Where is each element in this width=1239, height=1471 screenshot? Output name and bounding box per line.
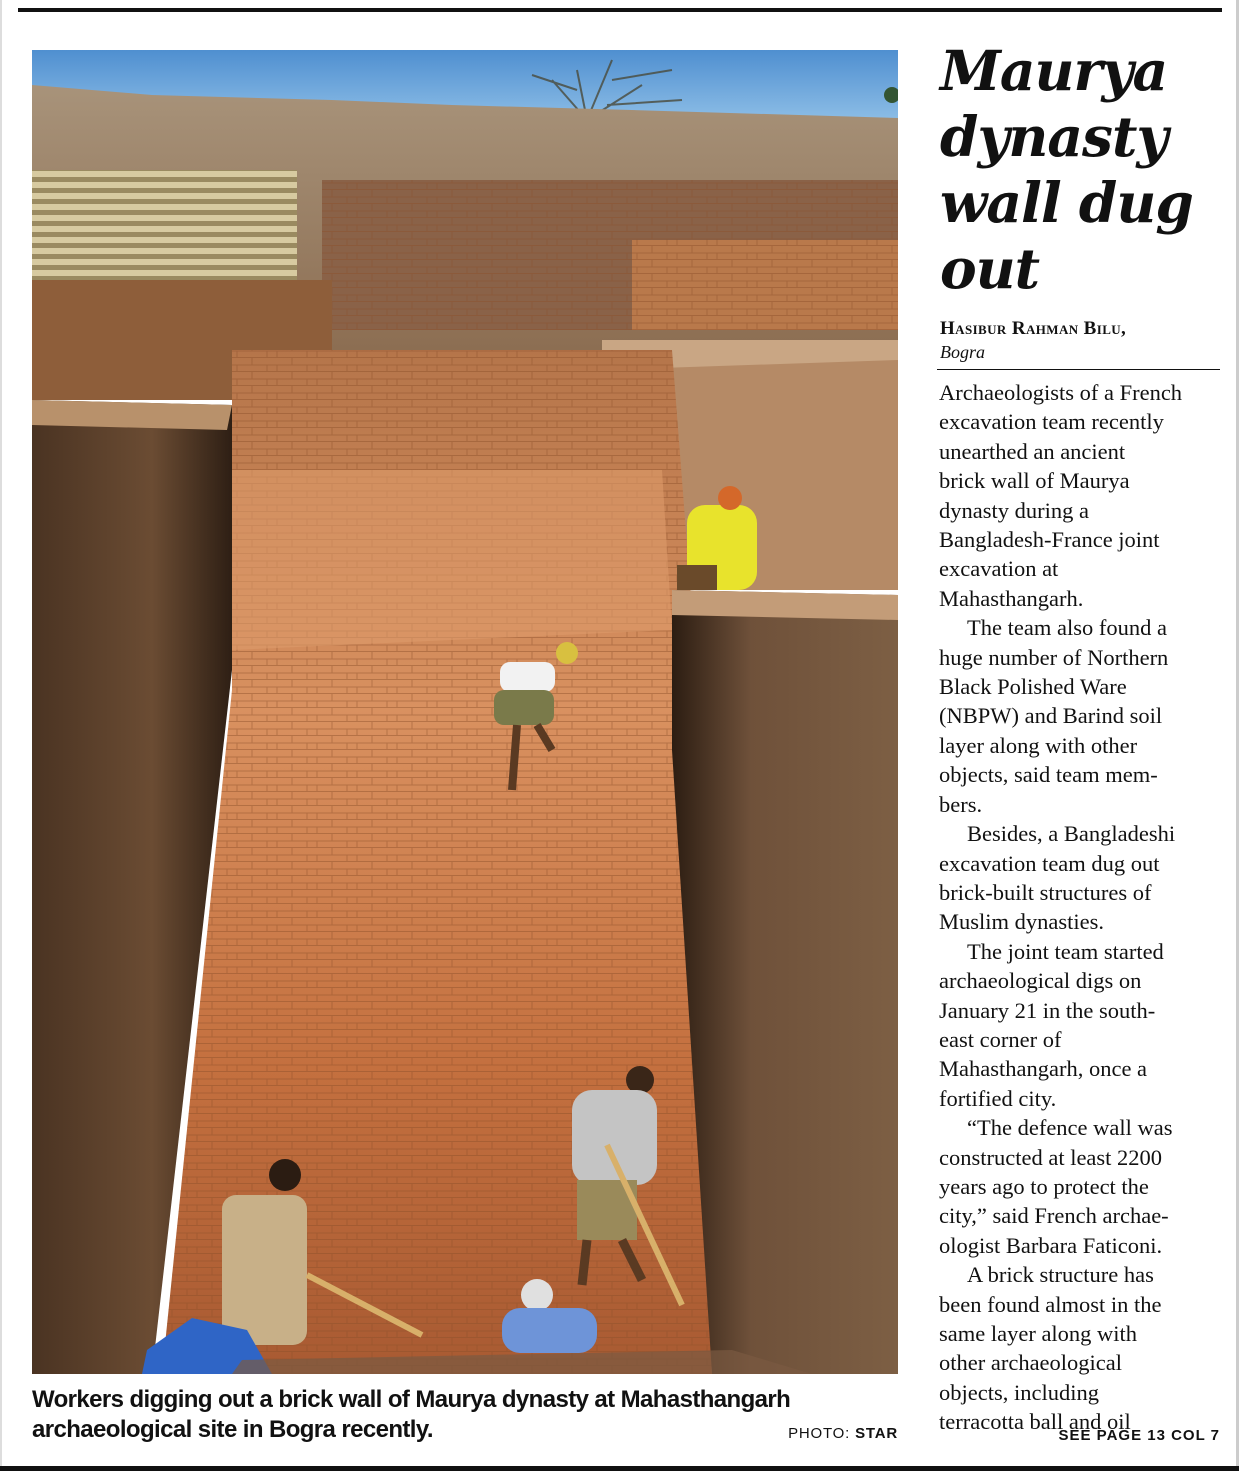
photo-credit [788,1425,898,1442]
article-paragraph: A brick structure has been found almost in the same layer along with other archaeological objects, including terracotta ball and oil [939,1262,1162,1435]
byline-author: Hasibur Rahman Bilu, [940,318,1127,339]
excavation-photo [32,50,898,1374]
continued-jump-link[interactable]: SEE PAGE 13 COL 7 [1058,1427,1220,1444]
byline [940,316,1220,362]
article-paragraph: “The defence wall was constructed at least 2200 years ago to protect the city,” said French archae- ologist Barbara Faticoni. [939,1115,1173,1258]
byline-rule [937,369,1220,370]
article-paragraph: Archaeologists of a French excavation team recently unearthed an ancient brick wall of Maurya dynasty during a Bangladesh-France joint excavation at Mahasthangarh. [939,380,1183,611]
headline: Maurya dynasty wall dug out [940,38,1193,301]
bottom-rule [0,1466,1239,1471]
article-body [939,378,1229,1437]
article-paragraph: The team also found a huge number of Northern Black Polished Ware (NBPW) and Barind soil layer along with other objects, said team mem- bers. [939,615,1169,817]
article-paragraph: Besides, a Bangladeshi excavation team dug out brick-built structures of Muslim dynasties. [939,821,1176,935]
credit-source: STAR [855,1425,898,1442]
page-edge-left [0,0,2,1471]
top-rule [18,8,1222,12]
article-paragraph: The joint team started archaeological digs on January 21 in the south- east corner of Mahasthangarh, once a fortified city. [939,938,1164,1111]
byline-dateline: Bogra [940,342,985,362]
credit-label: PHOTO: [788,1425,851,1442]
photo-caption: Workers digging out a brick wall of Maurya dynasty at Mahasthangarh archaeological site in Bogra recently. [32,1386,791,1443]
